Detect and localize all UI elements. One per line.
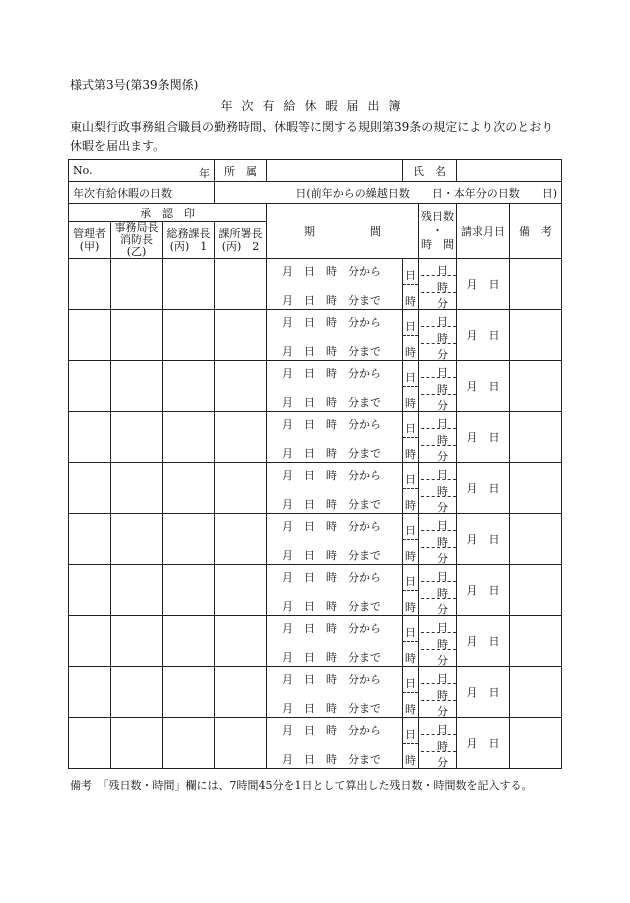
request-date-cell[interactable]: 月 日: [457, 412, 510, 463]
general-affairs-seal-cell[interactable]: [163, 259, 215, 310]
remaining-unit-cell: [403, 667, 419, 718]
section-chief-seal-cell[interactable]: [215, 412, 267, 463]
day-unit-label: 日: [405, 269, 416, 282]
secretary-seal-cell[interactable]: [111, 259, 163, 310]
header-row-1: [69, 160, 562, 182]
general-affairs-seal-cell[interactable]: [163, 412, 215, 463]
period-to: 月 日 時 分まで: [282, 549, 381, 562]
general-affairs-header: 総務課長 (丙) 1: [163, 222, 215, 259]
period-cell[interactable]: [267, 412, 403, 463]
manager-seal-cell[interactable]: [69, 718, 111, 769]
remarks-cell[interactable]: [510, 259, 562, 310]
remaining-min-unit: 分: [437, 399, 448, 412]
secretary-seal-cell[interactable]: [111, 565, 163, 616]
general-affairs-seal-cell[interactable]: [163, 463, 215, 514]
remaining-day-unit: 日: [437, 366, 448, 379]
remaining-hour-unit: 時: [437, 587, 448, 600]
remaining-day-unit: 日: [437, 519, 448, 532]
period-from: 月 日 時 分から: [282, 520, 381, 533]
remaining-min-unit: 分: [437, 501, 448, 514]
hour-unit-label: 時: [405, 601, 416, 614]
secretary-header: 事務局長 消防長 (乙): [111, 222, 163, 259]
day-unit-label: 日: [405, 626, 416, 639]
period-cell[interactable]: [267, 616, 403, 667]
secretary-seal-cell[interactable]: [111, 412, 163, 463]
remaining-cell[interactable]: [419, 667, 457, 718]
period-from: 月 日 時 分から: [282, 469, 381, 482]
remaining-day-unit: 日: [437, 621, 448, 634]
remaining-min-unit: 分: [437, 756, 448, 769]
section-chief-seal-cell[interactable]: [215, 667, 267, 718]
period-cell[interactable]: [267, 718, 403, 769]
remaining-min-unit: 分: [437, 297, 448, 310]
request-date-cell[interactable]: 月 日: [457, 718, 510, 769]
general-affairs-seal-cell[interactable]: [163, 565, 215, 616]
day-unit-label: 日: [405, 320, 416, 333]
annual-leave-days-label: 年次有給休暇の日数: [69, 182, 215, 204]
day-unit-label: 日: [405, 524, 416, 537]
name-field[interactable]: [457, 160, 562, 182]
remarks-cell[interactable]: [510, 565, 562, 616]
secretary-seal-cell[interactable]: [111, 616, 163, 667]
manager-seal-cell[interactable]: [69, 565, 111, 616]
remaining-hour-unit: 時: [437, 638, 448, 651]
manager-seal-cell[interactable]: [69, 361, 111, 412]
period-cell[interactable]: [267, 667, 403, 718]
period-from: 月 日 時 分から: [282, 265, 381, 278]
period-from: 月 日 時 分から: [282, 316, 381, 329]
hour-unit-label: 時: [405, 397, 416, 410]
remarks-cell[interactable]: [510, 616, 562, 667]
period-from: 月 日 時 分から: [282, 367, 381, 380]
period-cell[interactable]: [267, 361, 403, 412]
general-affairs-seal-cell[interactable]: [163, 361, 215, 412]
day-unit-label: 日: [405, 575, 416, 588]
year-label: 年: [199, 167, 210, 180]
period-cell[interactable]: [267, 463, 403, 514]
name-label: 氏 名: [403, 160, 457, 182]
page-title: 年次有給休暇届出簿: [220, 99, 410, 113]
remaining-hour-unit: 時: [437, 536, 448, 549]
entry-row: [69, 616, 562, 667]
remaining-day-unit: 日: [437, 468, 448, 481]
approval-seal-header: 承 認 印: [69, 204, 267, 222]
secretary-seal-cell[interactable]: [111, 463, 163, 514]
request-date-cell[interactable]: 月 日: [457, 514, 510, 565]
no-label: No.: [73, 164, 93, 177]
request-date-cell[interactable]: 月 日: [457, 463, 510, 514]
period-header: 期 間: [267, 204, 419, 259]
no-cell[interactable]: [69, 160, 215, 182]
remaining-cell[interactable]: [419, 514, 457, 565]
hour-unit-label: 時: [405, 550, 416, 563]
remaining-unit-cell: [403, 412, 419, 463]
remaining-unit-cell: [403, 361, 419, 412]
period-to: 月 日 時 分まで: [282, 651, 381, 664]
remaining-hour-unit: 時: [437, 689, 448, 702]
period-to: 月 日 時 分まで: [282, 447, 381, 460]
day-unit-label: 日: [405, 473, 416, 486]
remaining-hour-unit: 時: [437, 383, 448, 396]
secretary-seal-cell[interactable]: [111, 310, 163, 361]
remaining-cell[interactable]: [419, 361, 457, 412]
remaining-unit-cell: [403, 718, 419, 769]
remaining-unit-cell: [403, 565, 419, 616]
remaining-day-unit: 日: [437, 570, 448, 583]
remaining-unit-cell: [403, 259, 419, 310]
manager-seal-cell[interactable]: [69, 667, 111, 718]
remaining-unit-cell: [403, 310, 419, 361]
secretary-seal-cell[interactable]: [111, 361, 163, 412]
entry-row: [69, 514, 562, 565]
period-cell[interactable]: [267, 565, 403, 616]
footer-note: 備考 「残日数・時間」欄には、7時間45分を1日として算出した残日数・時間数を記入する。: [70, 779, 533, 792]
header-row-3: [69, 204, 562, 222]
hour-unit-label: 時: [405, 295, 416, 308]
hour-unit-label: 時: [405, 448, 416, 461]
general-affairs-seal-cell[interactable]: [163, 616, 215, 667]
period-from: 月 日 時 分から: [282, 418, 381, 431]
header-row-2: [69, 182, 562, 204]
manager-seal-cell[interactable]: [69, 310, 111, 361]
general-affairs-seal-cell[interactable]: [163, 310, 215, 361]
remaining-cell[interactable]: [419, 259, 457, 310]
remarks-cell[interactable]: [510, 310, 562, 361]
entry-row: [69, 565, 562, 616]
request-date-cell[interactable]: 月 日: [457, 310, 510, 361]
remaining-min-unit: 分: [437, 705, 448, 718]
remaining-cell[interactable]: [419, 565, 457, 616]
section-chief-seal-cell[interactable]: [215, 361, 267, 412]
remaining-unit-cell: [403, 463, 419, 514]
request-date-cell[interactable]: 月 日: [457, 667, 510, 718]
leave-ledger-table: [68, 159, 562, 769]
secretary-seal-cell[interactable]: [111, 514, 163, 565]
request-date-cell[interactable]: 月 日: [457, 361, 510, 412]
remaining-hour-unit: 時: [437, 434, 448, 447]
remaining-hour-unit: 時: [437, 740, 448, 753]
section-chief-seal-cell[interactable]: [215, 616, 267, 667]
section-chief-seal-cell[interactable]: [215, 565, 267, 616]
remaining-day-unit: 日: [437, 672, 448, 685]
manager-seal-cell[interactable]: [69, 616, 111, 667]
entry-row: [69, 718, 562, 769]
manager-seal-cell[interactable]: [69, 259, 111, 310]
remaining-min-unit: 分: [437, 348, 448, 361]
manager-seal-cell[interactable]: [69, 514, 111, 565]
remarks-cell[interactable]: [510, 361, 562, 412]
remaining-cell[interactable]: [419, 310, 457, 361]
hour-unit-label: 時: [405, 346, 416, 359]
period-cell[interactable]: [267, 310, 403, 361]
remaining-hour-unit: 時: [437, 485, 448, 498]
general-affairs-seal-cell[interactable]: [163, 667, 215, 718]
hour-unit-label: 時: [405, 499, 416, 512]
remaining-day-unit: 日: [437, 723, 448, 736]
period-to: 月 日 時 分まで: [282, 702, 381, 715]
period-to: 月 日 時 分まで: [282, 396, 381, 409]
request-date-cell[interactable]: 月 日: [457, 259, 510, 310]
manager-seal-cell[interactable]: [69, 463, 111, 514]
affiliation-field[interactable]: [267, 160, 403, 182]
remarks-cell[interactable]: [510, 718, 562, 769]
manager-seal-cell[interactable]: [69, 412, 111, 463]
section-chief-seal-cell[interactable]: [215, 310, 267, 361]
remaining-header: 残日数 ・ 時 間: [419, 204, 457, 259]
request-date-header: 請求月日: [457, 204, 510, 259]
remaining-cell[interactable]: [419, 616, 457, 667]
hour-unit-label: 時: [405, 754, 416, 767]
day-unit-label: 日: [405, 677, 416, 690]
period-cell[interactable]: [267, 259, 403, 310]
remaining-cell[interactable]: [419, 463, 457, 514]
affiliation-label: 所 属: [215, 160, 267, 182]
section-chief-header: 課所署長 (丙) 2: [215, 222, 267, 259]
period-to: 月 日 時 分まで: [282, 294, 381, 307]
entry-row: [69, 412, 562, 463]
remaining-min-unit: 分: [437, 603, 448, 616]
section-chief-seal-cell[interactable]: [215, 514, 267, 565]
section-chief-seal-cell[interactable]: [215, 463, 267, 514]
remaining-min-unit: 分: [437, 450, 448, 463]
entry-row: [69, 259, 562, 310]
remaining-min-unit: 分: [437, 654, 448, 667]
hour-unit-label: 時: [405, 652, 416, 665]
intro-text: 東山梨行政事務組合職員の勤務時間、休暇等に関する規則第39条の規定により次のとおり休暇を届出ます。: [70, 120, 554, 153]
remaining-unit-cell: [403, 616, 419, 667]
period-to: 月 日 時 分まで: [282, 600, 381, 613]
period-to: 月 日 時 分まで: [282, 753, 381, 766]
section-chief-seal-cell[interactable]: [215, 718, 267, 769]
request-date-cell[interactable]: 月 日: [457, 616, 510, 667]
general-affairs-seal-cell[interactable]: [163, 718, 215, 769]
remarks-cell[interactable]: [510, 412, 562, 463]
period-cell[interactable]: [267, 514, 403, 565]
request-date-cell[interactable]: 月 日: [457, 565, 510, 616]
remaining-hour-unit: 時: [437, 332, 448, 345]
form-number-label: 様式第3号(第39条関係): [70, 78, 199, 92]
entry-row: [69, 310, 562, 361]
period-to: 月 日 時 分まで: [282, 498, 381, 511]
period-from: 月 日 時 分から: [282, 571, 381, 584]
entry-row: [69, 667, 562, 718]
remaining-cell[interactable]: [419, 412, 457, 463]
general-affairs-seal-cell[interactable]: [163, 514, 215, 565]
secretary-seal-cell[interactable]: [111, 718, 163, 769]
remaining-day-unit: 日: [437, 417, 448, 430]
day-unit-label: 日: [405, 371, 416, 384]
annual-leave-days-field[interactable]: 日(前年からの繰越日数 日・本年分の日数 日): [215, 182, 562, 204]
period-to: 月 日 時 分まで: [282, 345, 381, 358]
remarks-cell[interactable]: [510, 514, 562, 565]
entry-row: [69, 463, 562, 514]
remarks-cell[interactable]: [510, 463, 562, 514]
remarks-header: 備 考: [510, 204, 562, 259]
day-unit-label: 日: [405, 728, 416, 741]
remarks-cell[interactable]: [510, 667, 562, 718]
remaining-day-unit: 日: [437, 315, 448, 328]
manager-header: 管理者 (甲): [69, 222, 111, 259]
remaining-unit-cell: [403, 514, 419, 565]
day-unit-label: 日: [405, 422, 416, 435]
period-from: 月 日 時 分から: [282, 673, 381, 686]
period-from: 月 日 時 分から: [282, 622, 381, 635]
section-chief-seal-cell[interactable]: [215, 259, 267, 310]
remaining-min-unit: 分: [437, 552, 448, 565]
period-from: 月 日 時 分から: [282, 724, 381, 737]
remaining-hour-unit: 時: [437, 281, 448, 294]
entry-row: [69, 361, 562, 412]
secretary-seal-cell[interactable]: [111, 667, 163, 718]
remaining-cell[interactable]: [419, 718, 457, 769]
hour-unit-label: 時: [405, 703, 416, 716]
remaining-day-unit: 日: [437, 264, 448, 277]
